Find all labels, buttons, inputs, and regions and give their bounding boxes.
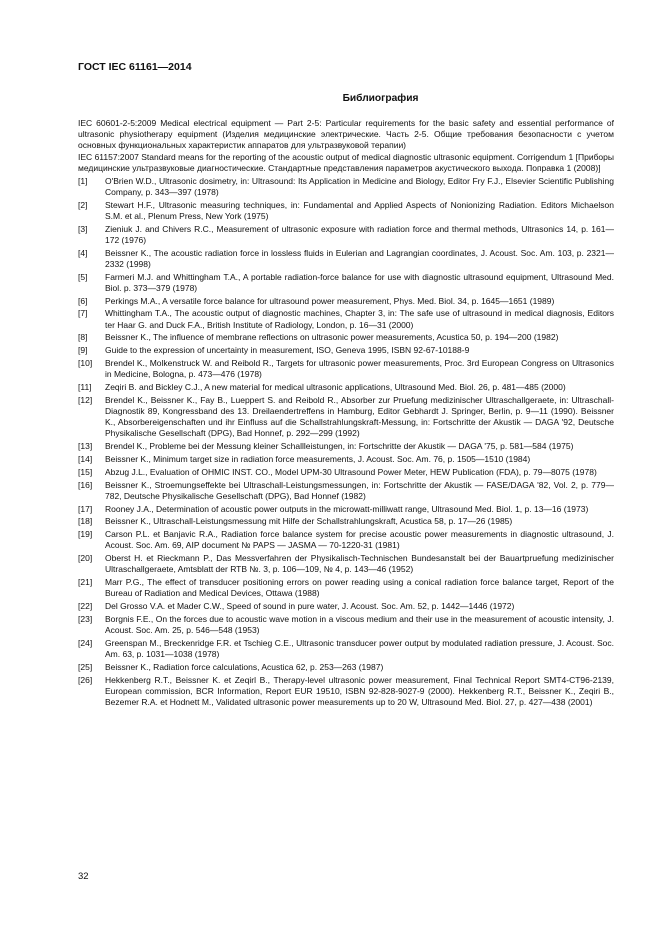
reference-number: [16] [78, 479, 93, 490]
reference-number: [23] [78, 613, 93, 624]
reference-text: O'Brien W.D., Ultrasonic dosimetry, in: Ultrasound: Its Application in Medicine and Biology, Editor Fry F.J., Elsevier Scientific Publishing Company, p. 343—397 (1978) [105, 175, 614, 197]
reference-number: [24] [78, 637, 93, 648]
reference-text: Zeqiri B. and Bickley C.J., A new material for medical ultrasonic applications, Ultrasound Med. Biol. 26, p. 481—485 (2000) [105, 382, 566, 392]
reference-text: Farmeri M.J. and Whittingham T.A., A portable radiation-force balance for use with diagnostic ultrasound equipment, Ultrasound Med. Biol. p. 373—379 (1978) [105, 271, 614, 293]
reference-text: Marr P.G., The effect of transducer positioning errors on power reading using a conical radiation force balance target, Report of the Bureau of Radiation and Medical Devices, Ottawa (1988) [105, 577, 614, 599]
reference-number: [7] [78, 308, 88, 319]
reference-text: Guide to the expression of uncertainty in measurement, ISO, Geneva 1995, ISBN 92-67-10188-9 [105, 345, 470, 356]
bibliography-body [78, 118, 614, 708]
reference-text: Beissner K., Radiation force calculations, Acustica 62, p. 253—263 (1987) [105, 661, 384, 672]
reference-text: Oberst H. et Rieckmann P., Das Messverfahren der Physikalisch-Technischen Bundesanstalt bei der Bauartpruefung medizinischer Ultraschallgeraete, Amtsblatt der RTB №. 3, p. 106—109, № 4, p. 143—46 (1952) [105, 553, 614, 575]
standard-header: ГОСТ IEC 61161—2014 [78, 61, 192, 73]
reference-text: Del Grosso V.A. et Mader C.W., Speed of sound in pure water, J. Acoust. Soc. Am. 52, p. 1442—1446 (1972) [105, 601, 515, 612]
reference-number: [2] [78, 199, 88, 210]
reference-item [78, 638, 614, 660]
reference-number: [15] [78, 466, 93, 477]
reference-number: [11] [78, 382, 92, 392]
reference-text: Stewart H.F., Ultrasonic measuring techniques, in: Fundamental and Applied Aspects of Nonionizing Radiation. Editors Michaelson S.M. et al., Plenum Press, New York (1975) [105, 199, 614, 221]
reference-number: [6] [78, 295, 88, 306]
intro-paragraph: IEC 61157:2007 Standard means for the reporting of the acoustic output of medical diagnostic ultrasonic equipment. Corrigendum 1 [Приборы медицинские ультразвуковые диагностические. Стандартные представления параметров акустического выхода. Поправка 1 (2008)] [78, 151, 614, 173]
reference-number: [18] [78, 516, 93, 527]
reference-number: [9] [78, 345, 88, 356]
reference-text: Beissner K., The acoustic radiation force in lossless fluids in Eulerian and Lagrangian coordinates, J. Acoust. Soc. Am. 103, p. 2321—2332 (1998) [105, 247, 614, 269]
reference-number: [5] [78, 271, 88, 282]
reference-number: [19] [78, 529, 93, 540]
reference-text: Beissner K., The influence of membrane reflections on ultrasonic power measurements, Acustica 50, p. 194—200 (1982) [105, 332, 559, 343]
reference-number: [22] [78, 601, 93, 612]
reference-text: Whittingham T.A., The acoustic output of diagnostic machines, Chapter 3, in: The safe use of ultrasound in medical diagnosis, Editors ter Haar G. and Duck F.A., British Institute of Radiology, London, p. 16—31 (2000) [105, 308, 614, 330]
reference-item [78, 553, 614, 575]
reference-item [78, 332, 614, 343]
reference-number: [4] [78, 247, 88, 258]
reference-item [78, 345, 614, 356]
reference-text: Borgnis F.E., On the forces due to acoustic wave motion in a viscous medium and their use in the measurement of acoustic intensity, J. Acoust. Soc. Am. 25, p. 546—548 (1953) [105, 613, 614, 636]
section-title: Библиография [342, 93, 419, 104]
reference-item [78, 614, 614, 636]
reference-number: [12] [78, 394, 93, 405]
page-number: 32 [78, 871, 89, 882]
reference-text: Abzug J.L., Evaluation of OHMIC INST. CO., Model UPM-30 Ultrasound Power Meter, HEW Publication (FDA), p. 79—8075 (1978) [105, 466, 597, 477]
reference-item [78, 296, 614, 307]
reference-item [78, 467, 614, 478]
reference-item [78, 272, 614, 294]
reference-number: [17] [78, 503, 93, 514]
reference-text: Perkings M.A., A versatile force balance for ultrasound power measurement, Phys. Med. Biol. 34, p. 1645—1651 (1989) [105, 295, 555, 306]
reference-number: [25] [78, 661, 93, 672]
reference-number: [14] [78, 454, 93, 464]
intro-paragraph: IEC 60601-2-5:2009 Medical electrical equipment — Part 2-5: Particular requirements for the basic safety and essential performance of ultrasonic physiotherapy equipment (Изделия медицинские электрические. Часть 2-5. Общие требования безопасности с учетом основных функциональных характеристик аппаратов для ультразвуковой терапии) [78, 118, 614, 151]
reference-item [78, 516, 614, 527]
reference-item [78, 200, 614, 222]
reference-number: [8] [78, 332, 88, 343]
reference-item [78, 601, 614, 612]
reference-list [78, 176, 614, 709]
reference-item [78, 308, 614, 330]
reference-text: Brendel K., Probleme bei der Messung kleiner Schallleistungen, in: Fortschritte der Akustik — DAGA '75, p. 581—584 (1975) [105, 441, 574, 452]
reference-number: [26] [78, 674, 93, 685]
reference-number: [13] [78, 441, 93, 452]
reference-text: Brendel K., Beissner K., Fay B., Lueppert S. and Reibold R., Absorber zur Pruefung medizinischer Ultraschallgeraete, in: Ultraschall-Diagnostik 89, Kongressband des 13. Dreilaendertreffens in Hamburg, Editor Gebhardt J. Springer, Berlin, p. 9—11 (1990). Beissner K., Absorbereigenschaften und ihr Einfluss auf die Schallstrahlungskraft-Messung, in: Fortschritte der Akustik — DAGA '92, Deutsche Physikalische Gesellschaft (DPG), Bad Honnef, p. 292—299 (1992) [105, 394, 614, 439]
reference-number: [3] [78, 223, 88, 234]
reference-item [78, 248, 614, 270]
intro-block [78, 118, 614, 174]
reference-number: [21] [78, 577, 93, 588]
reference-item [78, 577, 614, 599]
reference-item [78, 441, 614, 452]
reference-item [78, 358, 614, 380]
reference-text: Zieniuk J. and Chivers R.C., Measurement of ultrasonic exposure with radiation force and thermal methods, Ultrasonics 14, p. 161—172 (1976) [105, 223, 614, 245]
reference-item [78, 480, 614, 502]
reference-text: Rooney J.A., Determination of acoustic power outputs in the microwatt-milliwatt range, Ultrasound Med. Biol. 1, p. 13—16 (1973) [105, 503, 589, 514]
reference-item [78, 504, 614, 515]
reference-number: [20] [78, 553, 93, 564]
reference-item [78, 176, 614, 198]
reference-item [78, 529, 614, 551]
reference-item [78, 224, 614, 246]
reference-item [78, 454, 614, 465]
reference-text: Carson P.L. et Banjavic R.A., Radiation force balance system for precise acoustic power measurements in diagnostic ultrasound, J. Acoust. Soc. Am. 69, AIP document № PAPS — JASMA — 70-1220-31 (1981) [105, 529, 614, 551]
reference-text: Beissner K., Stroemungseffekte bei Ultraschall-Leistungsmessungen, in: Fortschritte der Akustik — FASE/DAGA '82, Vol. 2, p. 779—782, Deutsche Physikalische Gesellschaft (DPG), Bad Honnef (1982) [105, 479, 614, 501]
reference-text: Beissner K., Ultraschall-Leistungsmessung mit Hilfe der Schallstrahlungskraft, Acustica 58, p. 17—26 (1985) [105, 516, 513, 527]
reference-text: Beissner K., Minimum target size in radiation force measurements, J. Acoust. Soc. Am. 76, p. 1505—1510 (1984) [105, 454, 531, 464]
reference-item [78, 662, 614, 673]
reference-text: Greenspan M., Breckenridge F.R. et Tschieg C.E., Ultrasonic transducer power output by modulated radiation pressure, J. Acoust. Soc. Am. 63, p. 1031—1038 (1978) [105, 637, 614, 660]
reference-text: Hekkenberg R.T., Beissner K. et Zeqirl B., Therapy-level ultrasonic power measurement, Final Technical Report SMT4-CT96-2139, European commission, BCR Information, Report EUR 19510, ISBN 92-828-9027-9 (2000). Hekkenberg R.T., Beissner K., Zeqiri B., Bezemer R.A. et Hodnett M., Validated ultrasonic power measurements up to 20 W, Ultrasound Med. Biol. 27, p. 427—438 (2001) [105, 674, 614, 708]
reference-text: Brendel K., Molkenstruck W. and Reibold R., Targets for ultrasonic power measurements, Proc. 3rd European Congress on Ultrasonics in Medicine, Bologna, p. 473—476 (1978) [105, 358, 614, 380]
reference-number: [10] [78, 358, 93, 368]
reference-item [78, 675, 614, 709]
reference-item [78, 395, 614, 440]
reference-item [78, 382, 614, 393]
reference-number: [1] [78, 175, 88, 186]
